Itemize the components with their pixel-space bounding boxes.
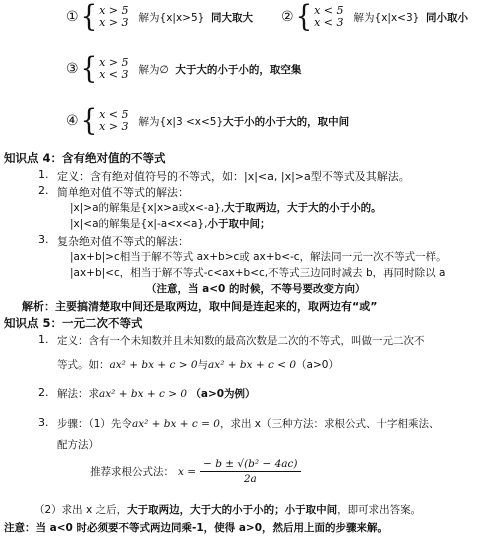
case-3-solution: 解为∅: [138, 63, 169, 76]
kp5-item1-formula-2: ax² + bx + c < 0: [208, 359, 297, 371]
kp5-item1-example-prefix: 等式。如：: [57, 359, 110, 371]
root-formula-label: 推荐求根公式法：: [90, 466, 174, 478]
case-1-number: ①: [66, 9, 79, 25]
kp4-item2-rule-a-text: |x|>a的解集是{x|x>a或x<-a},: [70, 202, 225, 214]
case-1-solution: 解为{x|x>5}: [138, 11, 205, 24]
case-1-rule: 同大取大: [211, 11, 254, 24]
kp5-item3: [57, 416, 440, 431]
kp5-item1-example-suffix: （a>0）: [296, 359, 339, 371]
kp4-item2-rule-b-text: |x|<a的解集是{x|-a<x<a},: [70, 218, 208, 230]
case-2-rule: 同小取小: [426, 11, 469, 24]
kp4-item3-text: 复杂绝对值不等式的解法：: [57, 235, 189, 248]
kp5-item1-formula-1: ax² + bx + c > 0: [109, 359, 198, 371]
case-3: [66, 51, 302, 87]
case-3-line2: x < 3: [99, 68, 129, 81]
kp5-item2: [57, 386, 256, 401]
kp4-item3-number: 3.: [38, 233, 49, 246]
kp5-item3-number: 3.: [38, 416, 49, 429]
case-2-line1: x < 5: [314, 4, 344, 17]
kp5-item2-number: 2.: [38, 386, 49, 399]
kp4-item3-line-b: |ax+b|<c，相当于解不等式-c<ax+b<c,不等式三边同时减去 b，再同时除以 a: [70, 267, 446, 279]
case-4-line2: x > 3: [99, 120, 129, 133]
case-1-line1: x > 5: [99, 4, 129, 17]
brace-icon: {: [80, 0, 98, 35]
brace-icon: {: [80, 51, 98, 87]
kp4-item2-rule-a-bold: 大于取两边，大于大的小于小的。: [224, 202, 382, 214]
kp4-item2-rule-a: [70, 200, 382, 215]
kp4-title: 知识点 4：含有绝对值的不等式: [4, 151, 166, 165]
root-formula-fraction: [200, 458, 300, 485]
kp4-analysis: 解析：主要搞清楚取中间还是取两边，取中间是连起来的，取两边有“或”: [22, 300, 378, 313]
root-formula: [90, 458, 301, 485]
kp5-step2: [34, 502, 421, 517]
case-2-solution: 解为{x|x<3}: [353, 11, 420, 24]
brace-icon: {: [80, 103, 98, 139]
kp5-item3-formula: ax² + bx + c = 0: [131, 418, 220, 430]
kp5-title: 知识点 5：一元二次不等式: [4, 316, 143, 330]
kp5-item1-text: 定义：含有一个未知数并且未知数的最高次数是二次的不等式，叫做一元二次不: [57, 335, 425, 347]
kp4-item1-text: 定义：含有绝对值符号的不等式，如：|x|<a, |x|>a型不等式及其解法。: [57, 170, 410, 183]
kp5-item3-line2: 配方法）: [57, 439, 99, 451]
case-1-line2: x > 3: [99, 16, 129, 29]
case-3-number: ③: [66, 61, 79, 77]
kp5-item1-number: 1.: [38, 333, 49, 346]
case-4: [66, 103, 350, 139]
kp5-step2-prefix: （2）求出 x 之后，: [34, 504, 128, 516]
root-formula-numerator: − b ± √(b² − 4ac): [200, 458, 300, 472]
case-3-line1: x > 5: [99, 56, 129, 69]
kp5-item3-suffix: ，求出 x（三种方法：求根公式、十字相乘法、: [219, 418, 440, 430]
kp5-item2-prefix: 解法：求: [57, 388, 99, 400]
kp5-item3-prefix: 步骤：（1）先令: [57, 418, 132, 430]
case-2-number: ②: [281, 9, 294, 25]
case-4-rule: 大于小的小于大的，取中间: [223, 115, 350, 128]
case-4-number: ④: [66, 113, 79, 129]
kp5-step2-suffix: ，即可求出答案。: [337, 504, 422, 516]
root-formula-lhs: x =: [178, 465, 197, 478]
brace-icon: {: [295, 0, 313, 35]
kp5-note: 注意：当 a<0 时必须要不等式两边同乘-1，使得 a>0，然后用上面的步骤来解。: [4, 522, 389, 534]
root-formula-denominator: 2a: [243, 473, 257, 485]
case-2: [281, 0, 469, 35]
case-4-solution: 解为{x|3 <x<5}: [138, 115, 224, 128]
kp4-item2-number: 2.: [38, 184, 49, 197]
kp4-item2-rule-b-bold: 小于取中间；: [207, 218, 271, 230]
kp5-item2-formula: ax² + bx + c > 0: [99, 388, 188, 400]
kp5-step2-bold: 大于取两边，大于大的小于小的；小于取中间: [127, 504, 338, 516]
kp4-item1-number: 1.: [38, 168, 49, 181]
kp5-item1-example-and: 与: [197, 359, 209, 371]
kp4-item2-rule-b: [70, 216, 270, 231]
case-4-line1: x < 5: [99, 108, 129, 121]
kp5-item1-example: [57, 357, 339, 372]
case-1: [66, 0, 254, 35]
case-3-rule: 大于大的小于小的，取空集: [175, 63, 302, 76]
kp4-item2-text: 简单绝对值不等式的解法：: [57, 186, 189, 199]
kp4-item3-line-a: |ax+b|>c相当于解不等式 ax+b>c或 ax+b<-c，解法同一元一次不等式一样。: [70, 251, 447, 263]
kp4-item3-note: （注意，当 a<0 的时候，不等号要改变方向）: [146, 283, 366, 295]
kp5-item2-suffix: （a>0为例）: [190, 388, 256, 400]
case-2-line2: x < 3: [314, 16, 344, 29]
